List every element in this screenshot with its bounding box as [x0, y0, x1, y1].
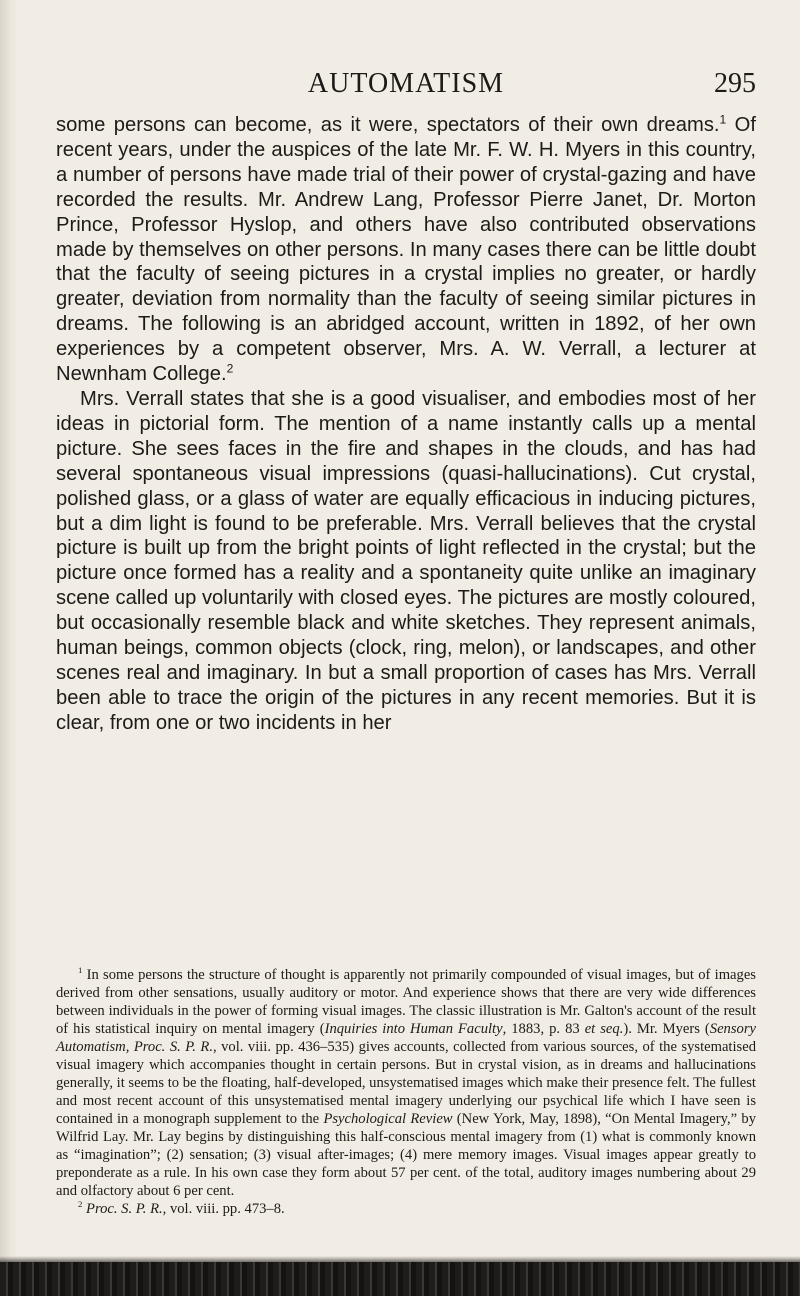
footnote-1 [56, 966, 756, 1200]
page-header [56, 64, 756, 104]
footnote-1-text-c: ). Mr. Myers ( [623, 1021, 710, 1037]
footnote-1-title-review: Psychological Review [323, 1111, 453, 1127]
paragraph-1-text-b: Of recent years, under the auspices of the late Mr. F. W. H. Myers in this country, a number of persons have made trial of their power of crystal-gazing and have recorded the results. Mr. Andrew Lang, Professor Pierre Janet, Dr. Morton Prince, Professor Hyslop, and others have also contributed observations made by themselves on other persons. In many cases there can be little doubt that the faculty of seeing pictures in a crystal implies no greater, or hardly greater, deviation from normality than the faculty of seeing similar pictures in dreams. The following is an abridged account, written in 1892, of her own experiences by a competent observer, Mrs. A. W. Verrall, a lecturer at Newnham College. [56, 114, 756, 386]
footnote-ref-1: 1 [719, 112, 727, 127]
paragraph-2: Mrs. Verrall states that she is a good visualiser, and embodies most of her ideas in pictorial form. The mention of a name instantly calls up a mental picture. She sees faces in the fire and shapes in the clouds, and has had several spontaneous visual impressions (quasi-hallucinations). Cut crystal, polished glass, or a glass of water are equally efficacious in inducing pictures, but a dim light is found to be preferable. Mrs. Verrall believes that the crystal picture is built up from the bright points of light reflected in the crystal; but the picture once formed has a reality and a spontaneity quite unlike an imaginary scene called up voluntarily with closed eyes. The pictures are mostly coloured, but occasionally resemble black and white sketches. They represent animals, human beings, common objects (clock, ring, melon), or landscapes, and other scenes real and imaginary. In but a small proportion of cases has Mrs. Verrall been able to trace the origin of the pictures in any recent memories. But it is clear, from one or two incidents in her [56, 387, 756, 734]
footnote-1-text-b: , 1883, p. 83 [502, 1021, 585, 1037]
footnote-1-title-sensory: Sensory Automatism, Proc. S. P. R. [56, 1021, 756, 1055]
footnote-1-text-a: In some persons the structure of thought is apparently not primarily compounded of visual images, but of images derived from other sensations, usually auditory or motor. And experience shows that there are very wide differences between individuals in the power of forming visual images. The classic illustration is Mr. Galton's account of the result of his statistical inquiry on mental imagery ( [56, 967, 756, 1037]
footnote-2-number: 2 [78, 1199, 83, 1210]
footnote-1-text-d: , vol. viii. pp. 436–535) gives accounts, collected from various sources, of the systematised visual imagery which accompanies thought in certain persons. But in crystal vision, as in dreams and hallucinations generally, it seems to be the floating, half-developed, unsystematised images which make their presence felt. The fullest and most recent account of this unsystematised mental imagery underlying our psychical life which I have seen is contained in a monograph supplement to the [56, 1039, 756, 1127]
footnote-2-text: , vol. viii. pp. 473–8. [162, 1201, 285, 1217]
paragraph-1 [56, 113, 756, 387]
footnote-1-text-e: (New York, May, 1898), “On Mental Imagery,” by Wilfrid Lay. Mr. Lay begins by distinguishing this half-conscious mental imagery from (1) what is commonly known as “imagination”; (2) sensation; (3) visual after-images; (4) mere memory images. Visual images appear greatly to preponderate as a rule. In his own case they form about 57 per cent. of the total, auditory images numbering about 29 and olfactory about 6 per cent. [56, 1111, 756, 1199]
page-spine-shadow [0, 0, 18, 1296]
paragraph-1-text-a: some persons can become, as it were, spectators of their own dreams. [56, 114, 720, 136]
footnote-ref-2: 2 [226, 361, 234, 376]
footnote-2-title: Proc. S. P. R. [86, 1201, 163, 1217]
running-title: AUTOMATISM [307, 68, 505, 99]
footnote-1-number: 1 [78, 965, 83, 976]
body-text [56, 113, 756, 736]
footnote-1-title-inquiries: Inquiries into Human Faculty [324, 1021, 503, 1037]
page-bottom-edge [0, 1262, 800, 1296]
page-number: 295 [714, 68, 756, 99]
footnote-1-et-seq: et seq. [584, 1021, 624, 1037]
footnotes [56, 966, 756, 1218]
footnote-2 [56, 1200, 756, 1218]
